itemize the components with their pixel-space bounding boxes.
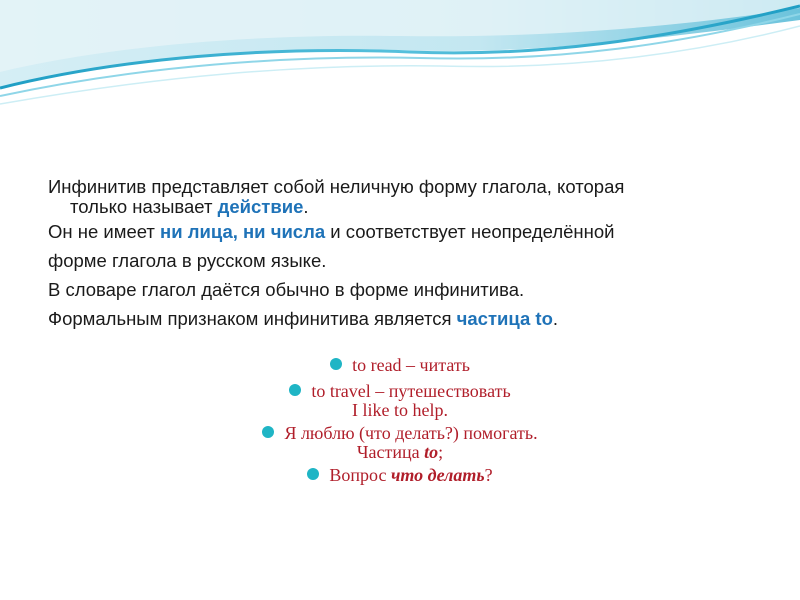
bullet-icon bbox=[262, 426, 274, 438]
line2-text: только называет bbox=[70, 196, 218, 217]
line6-text: Формальным признаком инфинитива является bbox=[48, 308, 457, 329]
line1-text: Инфинитив представляет собой неличную форму глагола, которая bbox=[48, 176, 625, 197]
bullet-icon bbox=[289, 384, 301, 396]
paragraph-line-2 bbox=[48, 197, 748, 217]
list-item bbox=[0, 378, 800, 420]
list-item bbox=[0, 352, 800, 378]
line6-end: . bbox=[552, 308, 559, 329]
line3-end: и соответствует неопределённой bbox=[325, 221, 615, 242]
bullet-icon bbox=[330, 358, 342, 370]
particle-to: to bbox=[424, 442, 439, 462]
paragraph-line-1 bbox=[48, 172, 748, 217]
list-item-3-sub bbox=[0, 442, 800, 462]
paragraph-line-5: В словаре глагол даётся обычно в форме инфинитива. bbox=[48, 279, 525, 300]
line2-end: . bbox=[303, 196, 309, 217]
bullet-list bbox=[0, 352, 800, 488]
bullet-icon bbox=[307, 468, 319, 480]
question-end: ? bbox=[484, 465, 493, 485]
line3-text: Он не имеет bbox=[48, 221, 161, 242]
paragraph-line-4: форме глагола в русском языке. bbox=[48, 250, 327, 271]
paragraph-line-3 bbox=[48, 217, 748, 246]
particle-label: Частица bbox=[356, 442, 425, 462]
list-item bbox=[0, 462, 800, 488]
main-paragraph bbox=[48, 172, 748, 333]
list-item-2-sub: I like to help. bbox=[352, 400, 448, 420]
list-item-2-text: to travel – путешествовать bbox=[311, 381, 511, 401]
paragraph-line-6 bbox=[48, 304, 748, 333]
list-item bbox=[0, 420, 800, 462]
list-item-1-text: to read – читать bbox=[352, 355, 470, 375]
highlight-action: действие bbox=[217, 196, 304, 217]
list-item-3-text: Я люблю (что делать?) помогать. bbox=[284, 423, 538, 443]
highlight-person-number: ни лица, ни числа bbox=[160, 221, 326, 242]
highlight-particle-to: частица to bbox=[456, 308, 553, 329]
particle-end: ; bbox=[438, 442, 444, 462]
question-label: Вопрос bbox=[329, 465, 391, 485]
decorative-wave-header bbox=[0, 0, 800, 110]
question-what-to-do: что делать bbox=[390, 465, 485, 485]
